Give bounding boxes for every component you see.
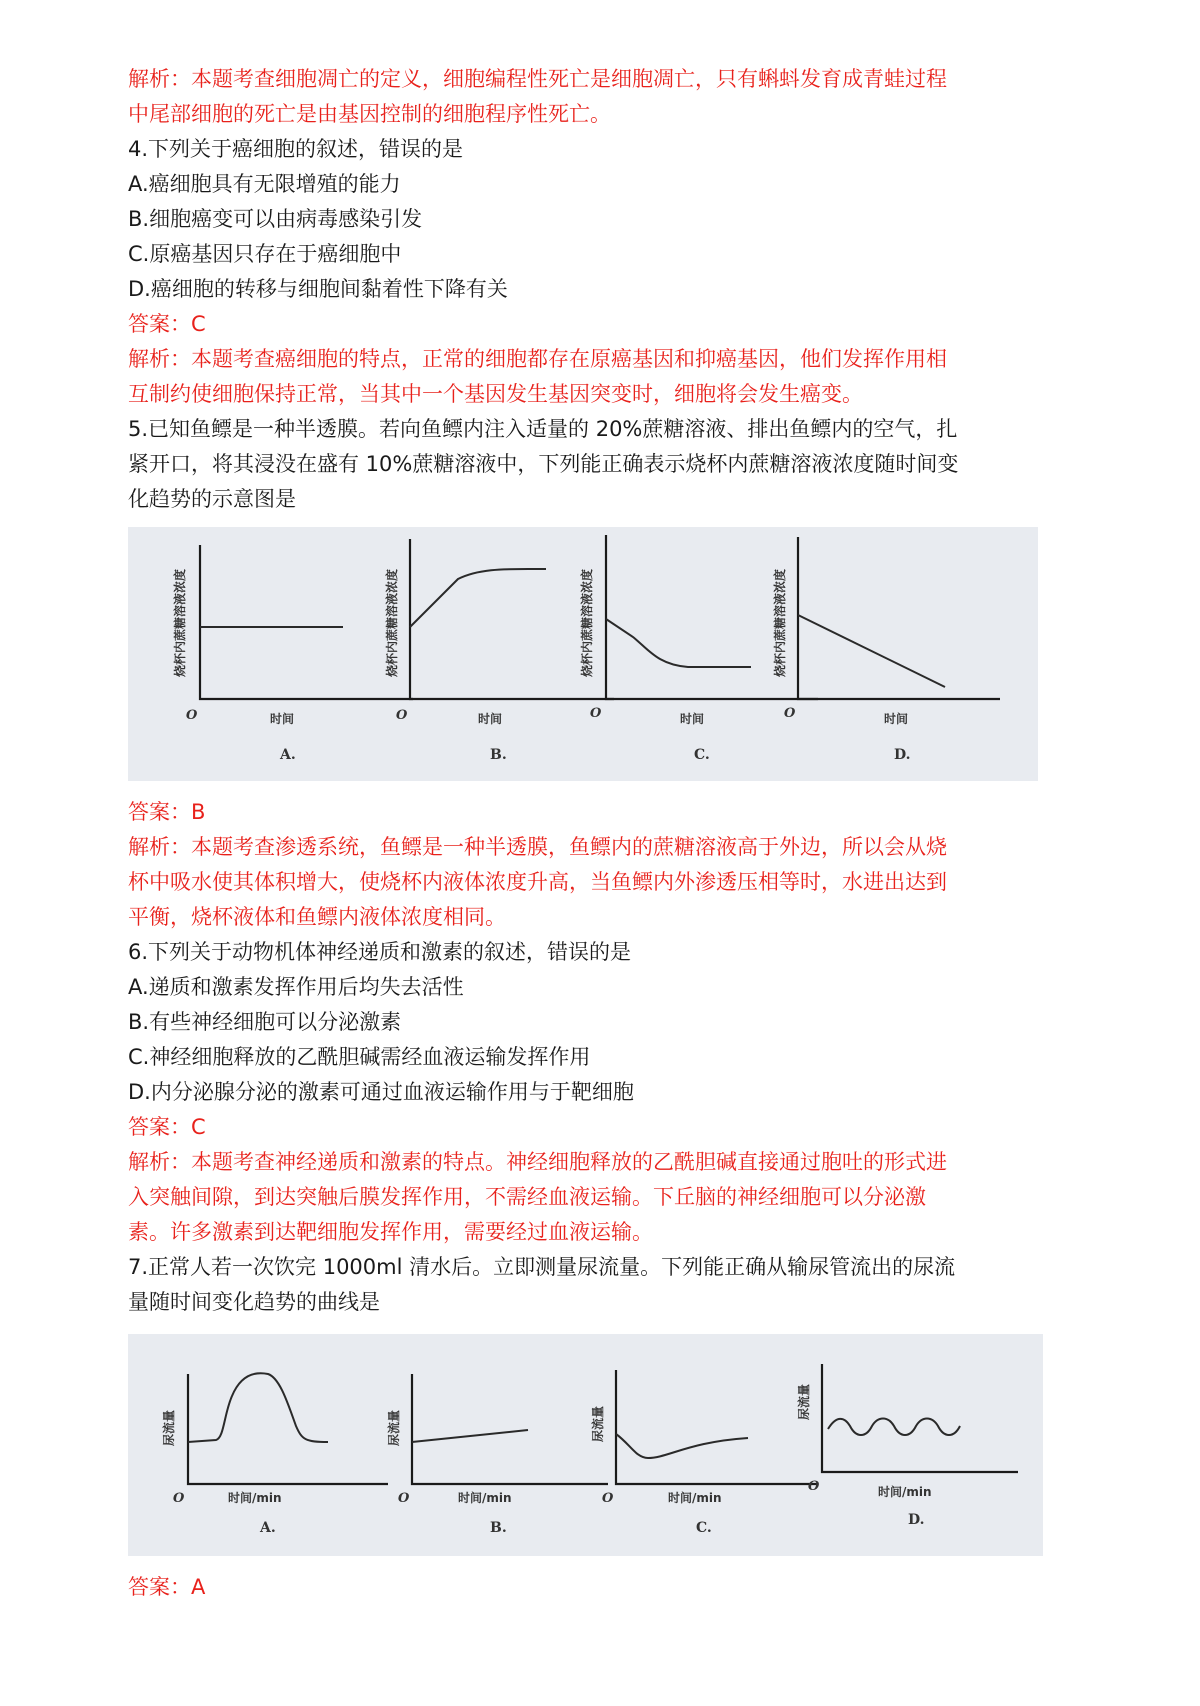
origin-label: O: [186, 708, 198, 723]
x-axis-label: 时间: [680, 712, 705, 726]
caption-c: C.: [696, 1520, 712, 1536]
x-axis-label: 时间/min: [458, 1491, 512, 1505]
question-stem: 化趋势的示意图是: [128, 487, 296, 511]
caption-a: A.: [260, 1520, 276, 1536]
figure-concentration-graphs: [128, 527, 1038, 781]
analysis-line: 解析：本题考查癌细胞的特点，正常的细胞都存在原癌基因和抑癌基因，他们发挥作用相: [128, 347, 947, 371]
option-a: A.癌细胞具有无限增殖的能力: [128, 172, 401, 196]
curve-b: [412, 1430, 528, 1442]
question-stem: 4.下列关于癌细胞的叙述，错误的是: [128, 137, 464, 161]
caption-b: B.: [490, 1520, 507, 1536]
figure-svg: [128, 527, 1038, 781]
y-axis-label: 尿流量: [162, 1409, 176, 1446]
answer: 答案：A: [128, 1575, 206, 1599]
option-c: C.神经细胞释放的乙酰胆碱需经血液运输发挥作用: [128, 1045, 591, 1069]
option-c: C.原癌基因只存在于癌细胞中: [128, 242, 402, 266]
answer: 答案：C: [128, 1115, 206, 1139]
curve-c: [616, 1434, 748, 1458]
question-4: [128, 132, 1058, 412]
y-axis-label: 尿流量: [387, 1409, 401, 1446]
caption-a: A.: [280, 747, 296, 763]
graph-b: [386, 1374, 608, 1536]
y-axis-label: 尿流量: [591, 1405, 605, 1442]
curve-a: [188, 1373, 328, 1442]
question-stem: 7.正常人若一次饮完 1000ml 清水后。立即测量尿流量。下列能正确从输尿管流出的尿流: [128, 1255, 956, 1279]
x-axis-label: 时间: [478, 712, 503, 726]
analysis-line: 解析：本题考查渗透系统，鱼鳔是一种半透膜，鱼鳔内的蔗糖溶液高于外边，所以会从烧: [128, 835, 947, 859]
x-axis-label: 时间/min: [228, 1491, 282, 1505]
y-axis-label: 烧杯内蔗糖溶液浓度: [580, 568, 594, 677]
origin-label: O: [590, 706, 602, 721]
curve-d: [828, 1419, 960, 1436]
caption-c: C.: [694, 747, 710, 763]
figure-svg: [128, 1334, 1043, 1556]
graph-d: [772, 537, 1000, 763]
analysis-line: 中尾部细胞的死亡是由基因控制的细胞程序性死亡。: [128, 102, 611, 126]
option-d: D.癌细胞的转移与细胞间黏着性下降有关: [128, 277, 508, 301]
analysis-line: 入突触间隙，到达突触后膜发挥作用，不需经血液运输。下丘脑的神经细胞可以分泌激: [128, 1185, 926, 1209]
question-stem: 5.已知鱼鳔是一种半透膜。若向鱼鳔内注入适量的 20%蔗糖溶液、排出鱼鳔内的空气，扎: [128, 417, 958, 441]
graph-a: [172, 545, 413, 763]
question-stem: 6.下列关于动物机体神经递质和激素的叙述，错误的是: [128, 940, 632, 964]
analysis-line: 互制约使细胞保持正常，当其中一个基因发生基因突变时，细胞将会发生癌变。: [128, 382, 863, 406]
graph-d: [796, 1364, 1018, 1528]
origin-label: O: [396, 708, 408, 723]
analysis-line: 解析：本题考查细胞凋亡的定义，细胞编程性死亡是细胞凋亡，只有蝌蚪发育成青蛙过程: [128, 67, 947, 91]
document-page: [128, 62, 1058, 1605]
graph-a: [161, 1373, 388, 1536]
origin-label: O: [784, 706, 796, 721]
question-7: [128, 1250, 1058, 1605]
curve-c: [606, 619, 751, 667]
figure-urine-flow-graphs: [128, 1334, 1043, 1556]
origin-label: O: [173, 1491, 185, 1506]
origin-label: O: [398, 1491, 410, 1506]
y-axis-label: 烧杯内蔗糖溶液浓度: [173, 568, 187, 677]
x-axis-label: 时间: [270, 712, 295, 726]
y-axis-label: 烧杯内蔗糖溶液浓度: [773, 568, 787, 677]
option-b: B.细胞癌变可以由病毒感染引发: [128, 207, 423, 231]
analysis-line: 素。许多激素到达靶细胞发挥作用，需要经过血液运输。: [128, 1220, 653, 1244]
analysis-line: 平衡，烧杯液体和鱼鳔内液体浓度相同。: [128, 905, 506, 929]
answer: 答案：C: [128, 312, 206, 336]
answer: 答案：B: [128, 800, 206, 824]
x-axis-label: 时间/min: [668, 1491, 722, 1505]
curve-d: [798, 615, 945, 687]
prev-analysis: [128, 62, 1058, 132]
graph-c: [590, 1370, 818, 1536]
x-axis-label: 时间/min: [878, 1485, 932, 1499]
y-axis-label: 尿流量: [797, 1383, 811, 1420]
option-d: D.内分泌腺分泌的激素可通过血液运输作用与于靶细胞: [128, 1080, 634, 1104]
question-stem: 紧开口，将其浸没在盛有 10%蔗糖溶液中，下列能正确表示烧杯内蔗糖溶液浓度随时间变: [128, 452, 959, 476]
caption-d: D.: [908, 1512, 925, 1528]
x-axis-label: 时间: [884, 712, 909, 726]
caption-b: B.: [490, 747, 507, 763]
origin-label: O: [602, 1491, 614, 1506]
analysis-line: 杯中吸水使其体积增大，使烧杯内液体浓度升高，当鱼鳔内外渗透压相等时，水进出达到: [128, 870, 947, 894]
option-a: A.递质和激素发挥作用后均失去活性: [128, 975, 464, 999]
y-axis-label: 烧杯内蔗糖溶液浓度: [385, 568, 399, 677]
question-6: [128, 935, 1058, 1250]
option-b: B.有些神经细胞可以分泌激素: [128, 1010, 402, 1034]
curve-b: [410, 569, 546, 627]
caption-d: D.: [894, 747, 911, 763]
origin-label: O: [808, 1479, 820, 1494]
question-stem: 量随时间变化趋势的曲线是: [128, 1290, 380, 1314]
analysis-line: 解析：本题考查神经递质和激素的特点。神经细胞释放的乙酰胆碱直接通过胞吐的形式进: [128, 1150, 947, 1174]
question-5: [128, 412, 1058, 935]
